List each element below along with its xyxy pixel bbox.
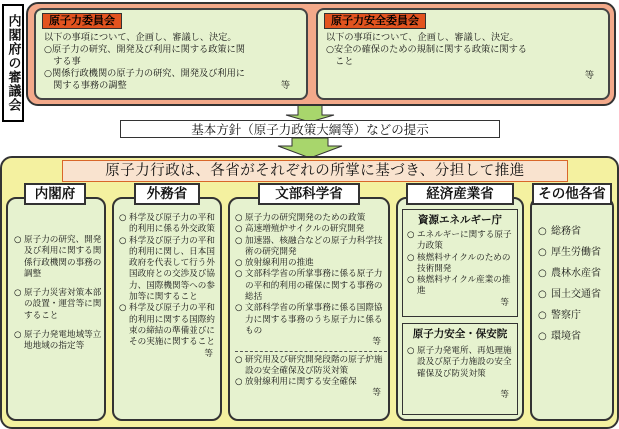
list-item: ○ 原子力発電所、再処理施設及び原子力施設の安全確保及び防災対策 [407,346,512,379]
list-item: ○ エネルギーに関する原子力政策 [407,230,512,252]
nuclear-administration-banner: 原子力行政は、各省がそれぞれの所掌に基づき、分担して推進 [62,160,568,182]
list-item: ○ 原子力災害対策本部の設置・運営等に関すること [14,288,102,321]
list-item: ○ 加速器、核融合などの原子力科学技術の研究開発 [235,235,383,257]
atomic-energy-commission-title: 原子力委員会 [42,13,122,29]
cabinet-council-label: 内閣府の審議会 [2,4,24,122]
nisa-etc: 等 [500,389,509,400]
other-ministries-title: その他各省 [532,183,612,205]
commission-line: ○関係行政機関の原子力の研究、開発及び利用に [44,68,245,79]
safety-intro: 以下の事項について、企画し、審議し、決定。 [326,32,519,43]
list-item: ○ 厚生労働省 [538,247,601,258]
list-item: ○ 国土交通省 [538,289,601,300]
commission-line: する事 [44,56,81,67]
list-item: ○ 高速増殖炉サイクルの研究開発 [235,224,365,235]
commission-etc: 等 [280,80,290,91]
mext-etc-a: 等 [372,337,381,348]
nuclear-safety-commission-title: 原子力安全委員会 [324,13,426,29]
list-item: ○ 核燃料サイクル産業の推進 [407,275,511,297]
anre-title: 資源エネルギー庁 [418,214,502,226]
nisa-title: 原子力安全・保安院 [412,328,508,340]
basic-policy-bar: 基本方針（原子力政策大綱等）などの提示 [120,120,500,138]
list-item: ○ 科学及び原子力の平和的利用に係る外交政策 [119,213,215,235]
safety-line: こと [326,56,354,67]
meti-title: 経済産業省 [406,183,514,205]
cabinet-office-title: 内閣府 [24,183,86,205]
list-item: ○ 科学及び原子力の平和的利用に関する国際約束の締結の準備並びにその実施に関すること [119,303,215,348]
mext-divider [235,351,387,352]
other-ministries-column [530,197,614,421]
commission-line: ○原子力の研究、開発及び利用に関する政策に関 [44,44,245,55]
list-item: ○ 警察庁 [538,310,581,321]
nisa-box [402,323,518,415]
commission-intro: 以下の事項について、企画し、審議し、決定。 [44,32,237,43]
meti-column [396,197,524,421]
mext-etc-b: 等 [372,388,381,399]
list-item: ○ 文部科学省の所掌事務に係る国際協力に関する事務のうち原子力に係るもの [235,303,383,336]
mofa-column [112,197,222,421]
atomic-energy-commission-box [34,8,308,100]
mext-column [228,197,390,421]
list-item: ○ 農林水産省 [538,268,601,279]
safety-line: ○安全の確保のための規制に関する政策に関する [326,44,527,55]
anre-box [402,209,518,317]
anre-etc: 等 [500,297,509,308]
down-arrow-bottom [278,138,342,158]
list-item: ○ 放射線利用の推進 [235,258,314,269]
mofa-title: 外務省 [134,183,200,205]
list-item: ○ 放射線利用に関する安全確保 [235,377,357,388]
list-item: ○ 核燃料サイクルのための技術開発 [407,252,511,274]
cabinet-office-column [6,197,106,421]
list-item: ○ 科学及び原子力の平和的利用に関し、日本国政府を代表して行う外国政府との交渉及び協力、国際機関等への参加等に関すること [119,235,215,303]
safety-etc: 等 [584,70,594,81]
mofa-etc: 等 [204,348,213,359]
list-item: ○ 文部科学省の所掌事務に係る原子力の平和的利用の確保に関する事務の総括 [235,269,383,303]
nuclear-safety-commission-box [316,8,610,100]
list-item: ○ 原子力の研究、開発及び利用に関する関係行政機関の事務の調整 [14,235,102,279]
list-item: ○ 原子力発電地域等立地地域の指定等 [14,330,102,352]
mext-title: 文部科学省 [258,183,360,205]
list-item: ○ 研究用及び研究開発段階の原子炉施設の安全確保及び防災対策 [235,354,383,376]
list-item: ○ 原子力の研究開発のための政策 [235,213,366,223]
list-item: ○ 環境省 [538,331,581,342]
list-item: ○ 総務省 [538,226,581,237]
commission-line: 関する事務の調整 [44,80,127,91]
